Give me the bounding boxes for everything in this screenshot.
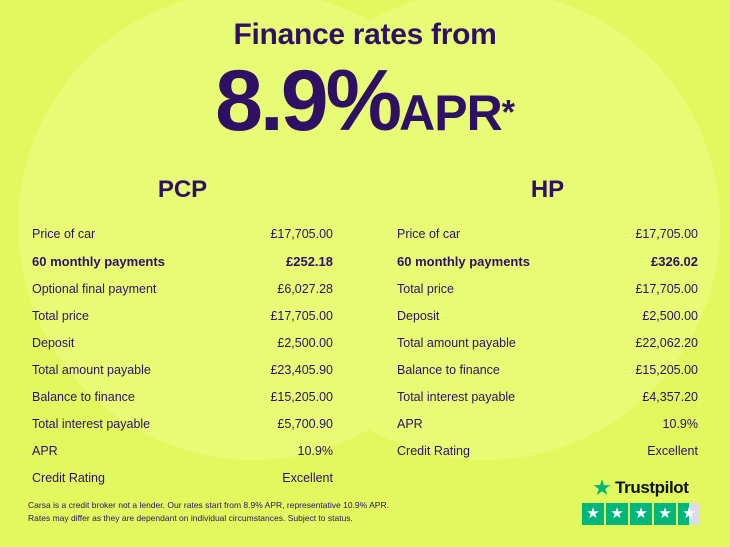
row-label: Deposit (397, 308, 440, 323)
finance-column-pcp (0, 176, 365, 491)
page-title: Finance rates from (233, 18, 497, 51)
row-label: Total amount payable (397, 335, 516, 350)
row-value: Excellent (282, 470, 333, 485)
row-label: APR (397, 416, 423, 431)
table-row (397, 437, 698, 464)
row-label: Total price (397, 281, 454, 296)
table-row (32, 437, 333, 464)
row-label: Total interest payable (397, 389, 516, 404)
row-value: 10.9% (297, 443, 333, 458)
row-value: £17,705.00 (635, 226, 698, 241)
hp-rows (365, 220, 730, 464)
table-row (397, 247, 698, 275)
footnote-line-2: Rates may differ as they are dependant on individual circumstances. Subject to status. (28, 512, 353, 523)
trustpilot-star-icon: ★ (593, 477, 611, 499)
table-row (32, 220, 333, 247)
table-row (397, 410, 698, 437)
row-value: £6,027.28 (277, 281, 333, 296)
headline-rate (0, 52, 730, 151)
row-label: Optional final payment (32, 281, 157, 296)
table-row (397, 383, 698, 410)
row-value: £15,205.00 (270, 389, 333, 404)
row-value: £15,205.00 (635, 362, 698, 377)
row-value: £252.18 (286, 253, 333, 269)
trustpilot-widget[interactable] (576, 478, 706, 525)
row-value: 10.9% (662, 416, 698, 431)
table-row (32, 383, 333, 410)
row-value: Excellent (647, 443, 698, 458)
row-value: £4,357.20 (642, 389, 698, 404)
row-label: Credit Rating (397, 443, 470, 458)
row-label: Credit Rating (32, 470, 105, 485)
row-label: Price of car (32, 226, 96, 241)
rate-asterisk: * (501, 93, 515, 132)
table-row (397, 275, 698, 302)
row-label: Deposit (32, 335, 75, 350)
table-row (397, 302, 698, 329)
table-row (32, 302, 333, 329)
finance-tables (0, 176, 730, 491)
row-value: £17,705.00 (270, 226, 333, 241)
row-value: £2,500.00 (642, 308, 698, 323)
row-label: 60 monthly payments (32, 253, 165, 269)
table-row (397, 356, 698, 383)
column-title-hp: HP (530, 176, 565, 203)
table-row (397, 220, 698, 247)
row-value: £23,405.90 (270, 362, 333, 377)
trustpilot-wordmark: Trustpilot (615, 478, 689, 497)
legal-footnote (28, 499, 389, 525)
table-row (32, 356, 333, 383)
table-row (397, 329, 698, 356)
row-value: £5,700.90 (277, 416, 333, 431)
star-half-icon: ★ (678, 503, 700, 525)
table-row (32, 329, 333, 356)
table-row (32, 410, 333, 437)
star-icon: ★ (582, 503, 604, 525)
row-label: Total price (32, 308, 89, 323)
footnote-line-1: Carsa is a credit broker not a lender. Our rates start from 8.9% APR, representative 10.9% APR. (28, 499, 389, 510)
star-icon: ★ (606, 503, 628, 525)
trustpilot-rating-stars (576, 503, 706, 525)
row-value: £22,062.20 (635, 335, 698, 350)
column-title-pcp: PCP (157, 176, 208, 203)
row-label: APR (32, 443, 58, 458)
table-row (32, 247, 333, 275)
row-label: Balance to finance (397, 362, 500, 377)
trustpilot-logo (576, 478, 706, 498)
rate-suffix: APR (399, 85, 502, 141)
row-value: £326.02 (651, 253, 698, 269)
table-row (32, 464, 333, 491)
star-icon: ★ (654, 503, 676, 525)
row-label: Total interest payable (32, 416, 151, 431)
row-label: Price of car (397, 226, 461, 241)
star-icon: ★ (630, 503, 652, 525)
row-label: Balance to finance (32, 389, 135, 404)
table-row (32, 275, 333, 302)
row-value: £17,705.00 (635, 281, 698, 296)
rate-number: 8.9% (215, 53, 400, 149)
row-value: £2,500.00 (277, 335, 333, 350)
finance-column-hp (365, 176, 730, 491)
row-label: 60 monthly payments (397, 253, 530, 269)
pcp-rows (0, 220, 365, 491)
row-value: £17,705.00 (270, 308, 333, 323)
row-label: Total amount payable (32, 362, 151, 377)
